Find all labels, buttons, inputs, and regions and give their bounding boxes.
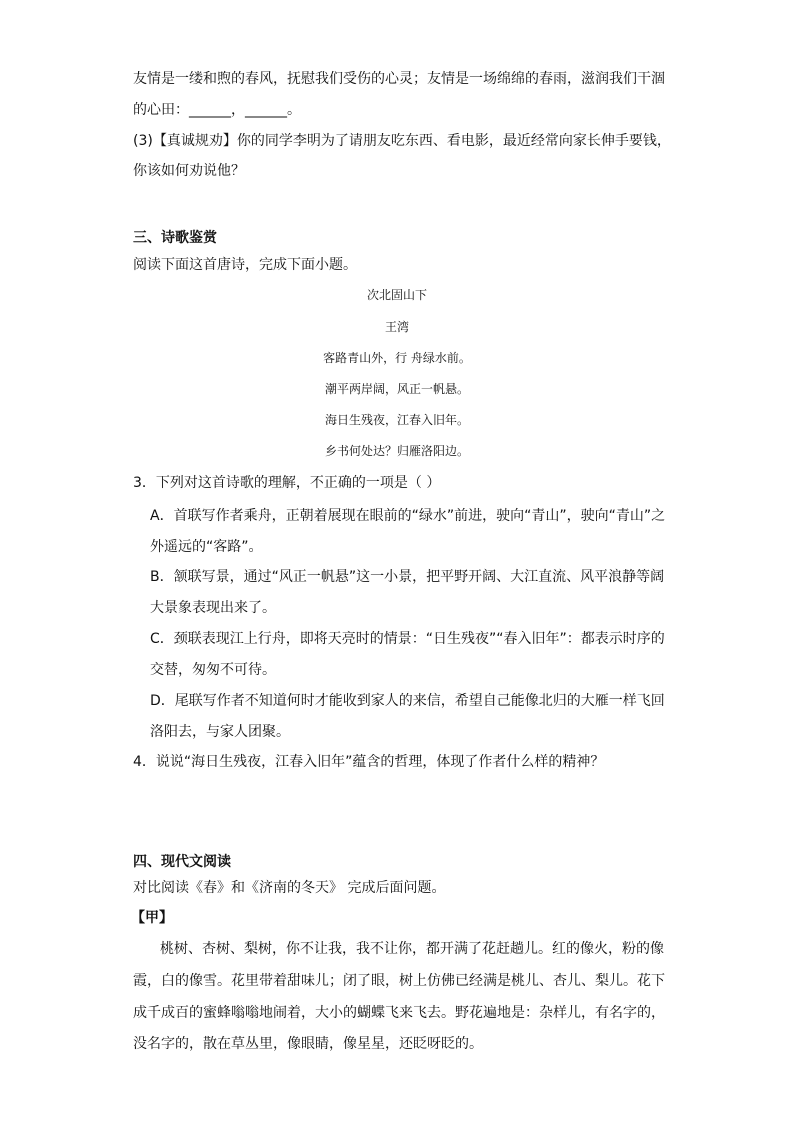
passage-label-jia: 【甲】: [131, 910, 173, 926]
poem-line-2: 潮平两岸阔，风正一帆悬。: [324, 382, 469, 396]
passage-line-2: 霞，白的像雪。花里带着甜味儿；闭了眼，树上仿佛已经满是桃儿、杏儿、梨儿。花下: [133, 973, 665, 989]
passage-line-3: 成千成百的蜜蜂嗡嗡地闹着，大小的蝴蝶飞来飞去。野花遍地是：杂样儿，有名字的，: [133, 1005, 665, 1021]
option-c-line-2: 交替，匆匆不可待。: [150, 662, 276, 678]
option-b-line-2: 大景象表现出来了。: [150, 600, 276, 616]
option-d-line-1: D．尾联写作者不知道何时才能收到家人的来信，希望自己能像北归的大雁一样飞回: [150, 693, 665, 709]
question-3-persuade-line-1: (3)【真诚规劝】你的同学李明为了请朋友吃东西、看电影，最近经常向家长伸手要钱，: [133, 133, 671, 149]
poem-line-1: 客路青山外，行 舟绿水前。: [323, 351, 471, 365]
section-4-heading: 四、现代文阅读: [133, 854, 231, 870]
section-3-heading: 三、诗歌鉴赏: [133, 230, 217, 246]
question-3-persuade-line-2: 你该如何劝说他？: [133, 163, 245, 179]
friendship-text-line-2: 的心田：______，______。: [133, 102, 301, 118]
option-a-line-1: A．首联写作者乘舟，正朝着展现在眼前的“绿水”前进，驶向“青山”，驶向“青山”之: [150, 508, 666, 524]
option-c-line-1: C．颈联表现江上行舟，即将天亮时的情景：“日生残夜”“春入旧年”：都表示时序的: [150, 631, 665, 647]
option-a-line-2: 外遥远的“客路”。: [150, 539, 263, 555]
poem-author: 王湾: [384, 320, 409, 334]
friendship-text-line-1: 友情是一缕和煦的春风，抚慰我们受伤的心灵；友情是一场绵绵的春雨，滋润我们干涸: [133, 71, 665, 87]
poem-line-3: 海日生残夜，江春入旧年。: [324, 413, 469, 427]
passage-line-4: 没名字的，散在草丛里，像眼睛，像星星，还眨呀眨的。: [133, 1036, 483, 1052]
question-4-stem: 4．说说“海日生残夜，江春入旧年”蕴含的哲理，体现了作者什么样的精神？: [133, 754, 605, 770]
option-b-line-1: B．颔联写景，通过“风正一帆悬”这一小景，把平野开阔、大江直流、风平浪静等阔: [150, 569, 665, 585]
section-3-intro: 阅读下面这首唐诗，完成下面小题。: [133, 257, 357, 273]
option-d-line-2: 洛阳去，与家人团聚。: [150, 724, 290, 740]
poem-title: 次北固山下: [366, 288, 427, 302]
question-3-stem: 3．下列对这首诗歌的理解，不正确的一项是（ ）: [133, 475, 441, 491]
poem-line-4: 乡书何处达？归雁洛阳边。: [324, 444, 469, 458]
passage-line-1: 桃树、杏树、梨树，你不让我，我不让你，都开满了花赶趟儿。红的像火，粉的像: [160, 941, 664, 957]
section-4-intro: 对比阅读《春》和《济南的冬天》 完成后面问题。: [133, 880, 446, 896]
